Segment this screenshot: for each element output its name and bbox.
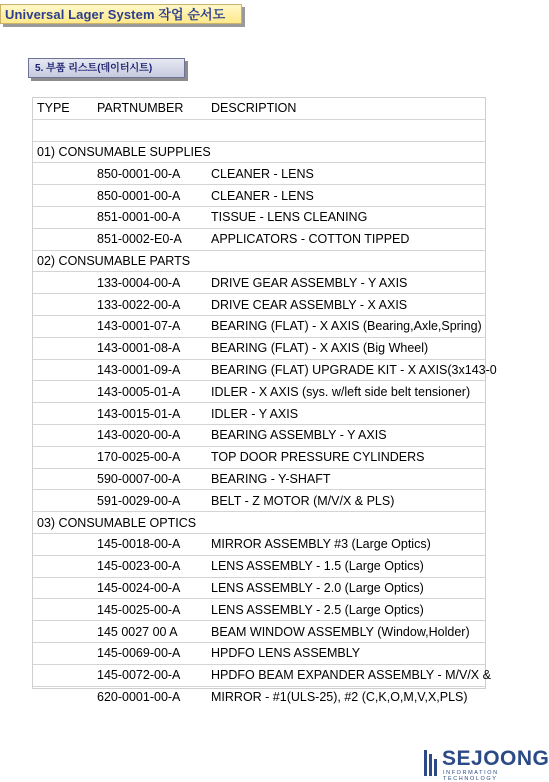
type-cell bbox=[33, 686, 93, 707]
partnumber-cell: 143-0005-01-A bbox=[93, 381, 207, 403]
type-cell bbox=[33, 490, 93, 512]
partnumber-cell: 590-0007-00-A bbox=[93, 468, 207, 490]
description-cell: BEARING (FLAT) - X AXIS (Bearing,Axle,Spring) bbox=[207, 315, 485, 337]
partnumber-cell: 851-0002-E0-A bbox=[93, 228, 207, 250]
logo-text: SEJOONG bbox=[442, 747, 549, 770]
table-row bbox=[33, 294, 485, 316]
column-header-type: TYPE bbox=[37, 101, 70, 116]
table-row bbox=[33, 228, 485, 250]
partnumber-cell: 143-0001-09-A bbox=[93, 359, 207, 381]
description-cell: BEARING ASSEMBLY - Y AXIS bbox=[207, 424, 485, 446]
partnumber-cell: 145-0069-00-A bbox=[93, 642, 207, 664]
partnumber-cell: 620-0001-00-A bbox=[93, 686, 207, 707]
partnumber-cell: 145-0023-00-A bbox=[93, 555, 207, 577]
partnumber-cell: 133-0004-00-A bbox=[93, 272, 207, 294]
partnumber-cell: 145 0027 00 A bbox=[93, 621, 207, 643]
table-row bbox=[33, 490, 485, 512]
description-cell: CLEANER - LENS bbox=[207, 163, 485, 185]
table-row bbox=[33, 359, 485, 381]
partnumber-cell: 851-0001-00-A bbox=[93, 206, 207, 228]
document-title: Universal Lager System 작업 순서도 bbox=[0, 4, 242, 24]
description-cell: TOP DOOR PRESSURE CYLINDERS bbox=[207, 446, 485, 468]
table-row bbox=[33, 664, 485, 686]
type-cell bbox=[33, 424, 93, 446]
table-row bbox=[33, 686, 485, 707]
type-cell bbox=[33, 642, 93, 664]
type-cell bbox=[33, 359, 93, 381]
type-cell bbox=[33, 599, 93, 621]
description-cell: BEAM WINDOW ASSEMBLY (Window,Holder) bbox=[207, 621, 485, 643]
partnumber-cell: 145-0072-00-A bbox=[93, 664, 207, 686]
partnumber-cell: 591-0029-00-A bbox=[93, 490, 207, 512]
description-cell: TISSUE - LENS CLEANING bbox=[207, 206, 485, 228]
type-cell bbox=[33, 315, 93, 337]
description-cell: BELT - Z MOTOR (M/V/X & PLS) bbox=[207, 490, 485, 512]
description-cell: BEARING (FLAT) - X AXIS (Big Wheel) bbox=[207, 337, 485, 359]
type-cell bbox=[33, 577, 93, 599]
partnumber-cell: 143-0001-07-A bbox=[93, 315, 207, 337]
table-row bbox=[33, 424, 485, 446]
spacer-cell bbox=[207, 119, 485, 141]
column-header-partnumber: PARTNUMBER bbox=[97, 101, 184, 116]
table-row bbox=[33, 206, 485, 228]
partnumber-cell: 143-0001-08-A bbox=[93, 337, 207, 359]
category-label: 02) CONSUMABLE PARTS bbox=[33, 250, 485, 272]
description-cell: IDLER - Y AXIS bbox=[207, 403, 485, 425]
partnumber-cell: 133-0022-00-A bbox=[93, 294, 207, 316]
type-cell bbox=[33, 294, 93, 316]
description-cell: BEARING - Y-SHAFT bbox=[207, 468, 485, 490]
description-cell: DRIVE GEAR ASSEMBLY - Y AXIS bbox=[207, 272, 485, 294]
table-row bbox=[33, 555, 485, 577]
type-cell bbox=[33, 621, 93, 643]
table-row bbox=[33, 621, 485, 643]
description-cell: LENS ASSEMBLY - 1.5 (Large Optics) bbox=[207, 555, 485, 577]
category-label: 01) CONSUMABLE SUPPLIES bbox=[33, 141, 485, 163]
type-cell bbox=[33, 403, 93, 425]
type-cell bbox=[33, 446, 93, 468]
description-cell: HPDFO BEAM EXPANDER ASSEMBLY - M/V/X & bbox=[207, 664, 485, 686]
table-row bbox=[33, 337, 485, 359]
section-heading: 5. 부품 리스트(데이터시트) bbox=[28, 58, 185, 78]
table-row bbox=[33, 577, 485, 599]
table-row bbox=[33, 446, 485, 468]
description-cell: HPDFO LENS ASSEMBLY bbox=[207, 642, 485, 664]
description-cell: CLEANER - LENS bbox=[207, 185, 485, 207]
category-row bbox=[33, 141, 485, 163]
partnumber-cell: 145-0018-00-A bbox=[93, 533, 207, 555]
type-cell bbox=[33, 381, 93, 403]
description-cell: LENS ASSEMBLY - 2.0 (Large Optics) bbox=[207, 577, 485, 599]
logo-subtitle: INFORMATION TECHNOLOGY bbox=[443, 770, 499, 782]
category-label: 03) CONSUMABLE OPTICS bbox=[33, 512, 485, 534]
description-cell: MIRROR - #1(ULS-25), #2 (C,K,O,M,V,X,PLS) bbox=[207, 686, 485, 707]
table-row bbox=[33, 163, 485, 185]
partnumber-cell: 170-0025-00-A bbox=[93, 446, 207, 468]
table-row bbox=[33, 272, 485, 294]
table-row bbox=[33, 315, 485, 337]
description-cell: BEARING (FLAT) UPGRADE KIT - X AXIS(3x143-0 bbox=[207, 359, 485, 381]
description-cell: APPLICATORS - COTTON TIPPED bbox=[207, 228, 485, 250]
table-row bbox=[33, 599, 485, 621]
logo-mark-icon bbox=[424, 750, 438, 776]
partnumber-cell: 143-0015-01-A bbox=[93, 403, 207, 425]
description-cell: LENS ASSEMBLY - 2.5 (Large Optics) bbox=[207, 599, 485, 621]
type-cell bbox=[33, 228, 93, 250]
partnumber-cell: 143-0020-00-A bbox=[93, 424, 207, 446]
category-row bbox=[33, 512, 485, 534]
table-row bbox=[33, 468, 485, 490]
table-row bbox=[33, 185, 485, 207]
type-cell bbox=[33, 533, 93, 555]
type-cell bbox=[33, 185, 93, 207]
type-cell bbox=[33, 163, 93, 185]
type-cell bbox=[33, 272, 93, 294]
description-cell: MIRROR ASSEMBLY #3 (Large Optics) bbox=[207, 533, 485, 555]
partnumber-cell: 850-0001-00-A bbox=[93, 185, 207, 207]
spacer-cell bbox=[33, 119, 93, 141]
category-row bbox=[33, 250, 485, 272]
type-cell bbox=[33, 555, 93, 577]
partnumber-cell: 850-0001-00-A bbox=[93, 163, 207, 185]
partnumber-cell: 145-0025-00-A bbox=[93, 599, 207, 621]
type-cell bbox=[33, 337, 93, 359]
spacer-cell bbox=[93, 119, 207, 141]
type-cell bbox=[33, 206, 93, 228]
spacer-row bbox=[33, 119, 485, 141]
table-row bbox=[33, 642, 485, 664]
type-cell bbox=[33, 664, 93, 686]
table-row bbox=[33, 381, 485, 403]
parts-table bbox=[32, 97, 497, 704]
table-row bbox=[33, 533, 485, 555]
column-header-description: DESCRIPTION bbox=[211, 101, 297, 116]
description-cell: DRIVE CEAR ASSEMBLY - X AXIS bbox=[207, 294, 485, 316]
table-header-row bbox=[33, 98, 485, 119]
description-cell: IDLER - X AXIS (sys. w/left side belt tensioner) bbox=[207, 381, 485, 403]
type-cell bbox=[33, 468, 93, 490]
partnumber-cell: 145-0024-00-A bbox=[93, 577, 207, 599]
sejoong-logo bbox=[424, 747, 549, 782]
table-row bbox=[33, 403, 485, 425]
